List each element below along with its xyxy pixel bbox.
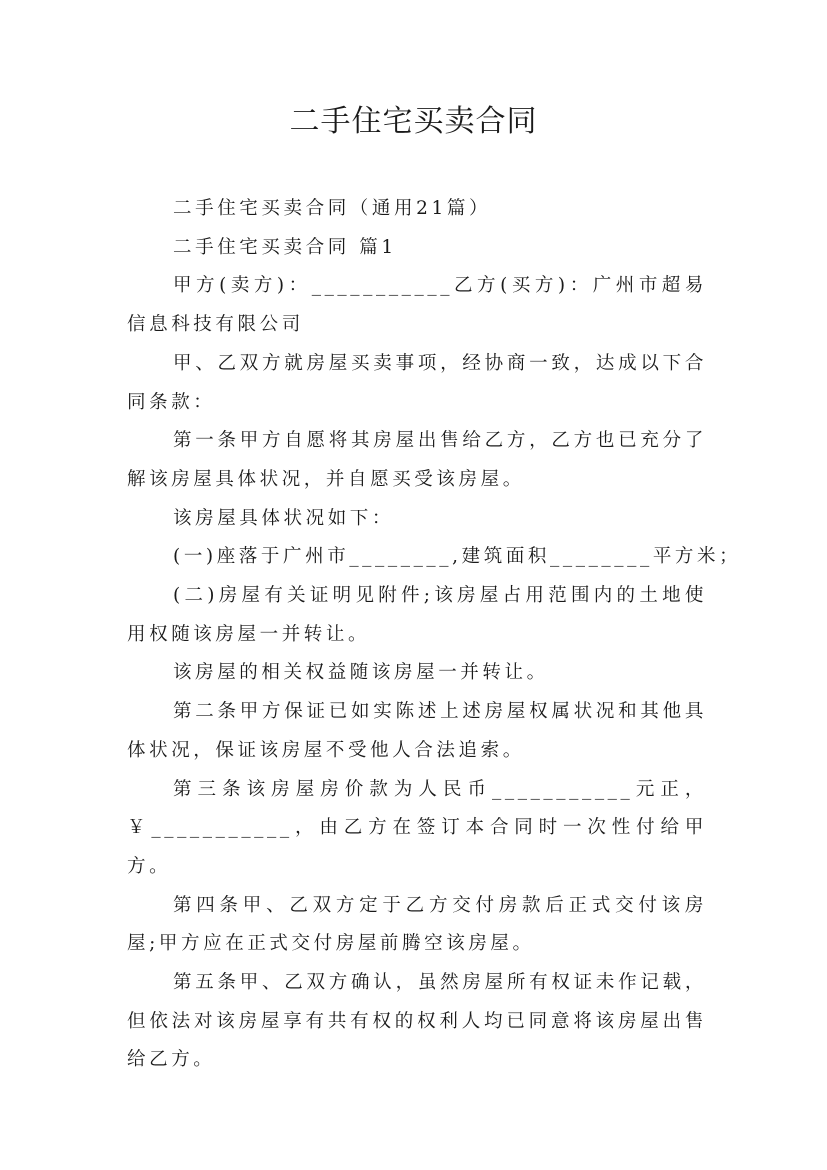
paragraph-article-4: 第四条甲、乙双方定于乙方交付房款后正式交付该房屋;甲方应在正式交付房屋前腾空该房屋。 <box>127 894 707 955</box>
paragraph-article-3: 第三条该房屋房价款为人民币___________元正，￥___________，由乙方在签订本合同时一次性付给甲方。 <box>127 778 707 877</box>
document-title: 二手住宅买卖合同 <box>289 104 538 139</box>
paragraph-agreement-intro: 甲、乙双方就房屋买卖事项，经协商一致，达成以下合同条款： <box>127 352 707 413</box>
paragraph-rights-transfer: 该房屋的相关权益随该房屋一并转让。 <box>173 662 549 684</box>
paragraph-article-5: 第五条甲、乙双方确认，虽然房屋所有权证未作记载，但依法对该房屋享有共有权的权利人均已同意将该房屋出售给乙方。 <box>127 972 707 1071</box>
document-body <box>127 190 742 1080</box>
paragraph-article-2: 第二条甲方保证已如实陈述上述房屋权属状况和其他具体状况，保证该房屋不受他人合法追索。 <box>127 701 707 761</box>
paragraph-item-2: (二)房屋有关证明见附件;该房屋占用范围内的土地使用权随该房屋一并转让。 <box>127 585 707 645</box>
paragraph-item-1: (一)座落于广州市________,建筑面积________平方米； <box>173 546 742 568</box>
paragraph-article-1: 第一条甲方自愿将其房屋出售给乙方，乙方也已充分了解该房屋具体状况，并自愿买受该房屋。 <box>127 430 707 490</box>
paragraph-subtitle: 二手住宅买卖合同（通用21篇） <box>173 198 492 219</box>
paragraph-section-heading: 二手住宅买卖合同 篇1 <box>173 236 397 258</box>
paragraph-parties: 甲方(卖方)：___________乙方(买方)：广州市超易信息科技有限公司 <box>127 275 707 336</box>
paragraph-property-status-heading: 该房屋具体状况如下： <box>173 507 395 529</box>
